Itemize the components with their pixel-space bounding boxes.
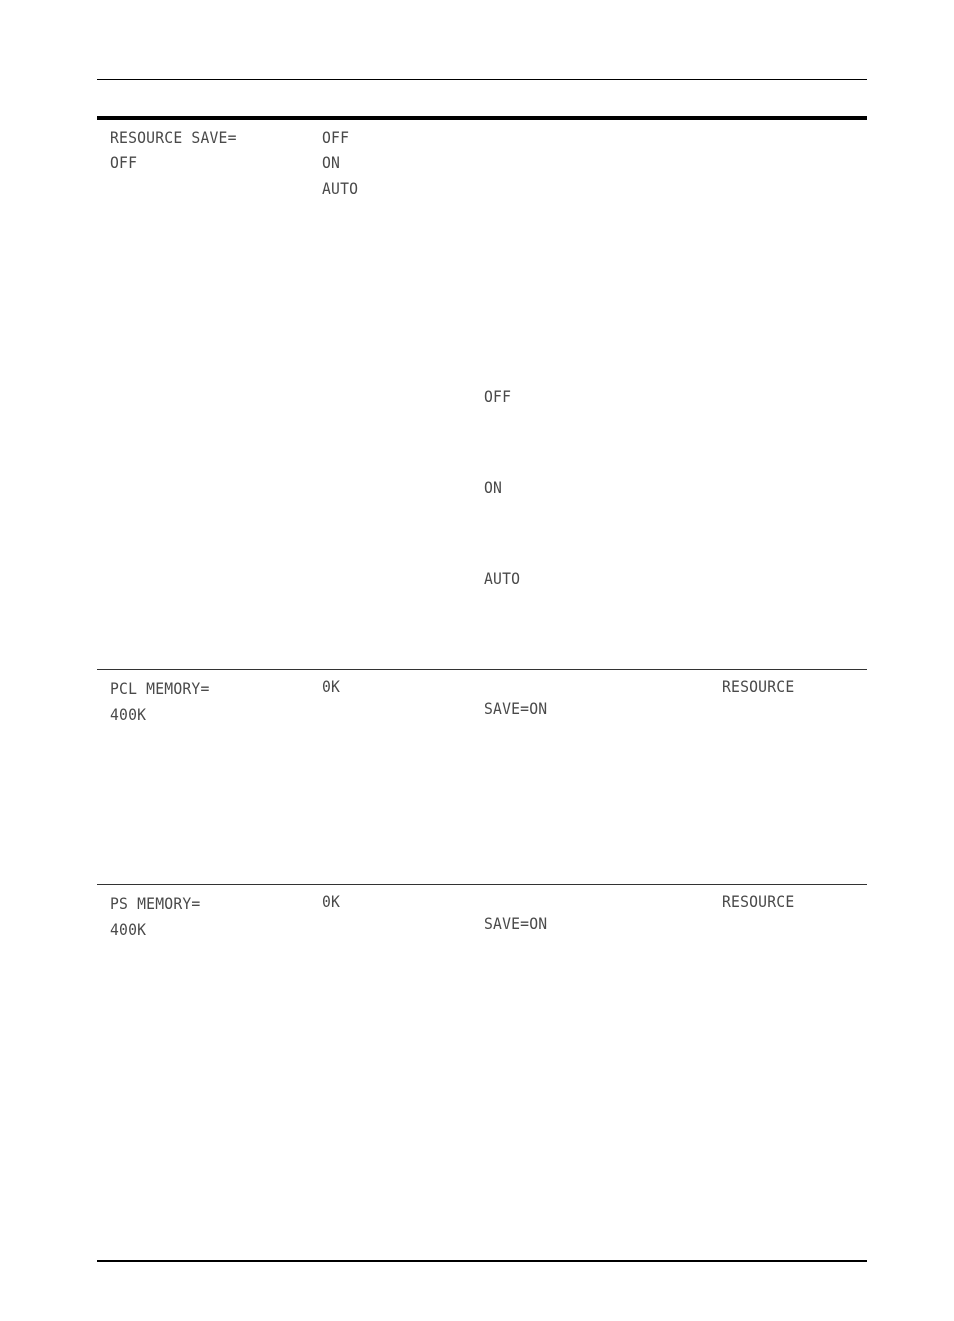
table-header-rule (97, 116, 867, 120)
row-divider (97, 669, 867, 670)
value-option: 0K (322, 892, 341, 911)
value-option: ON (322, 153, 341, 172)
bottom-rule (97, 1260, 867, 1262)
value-option: OFF (322, 128, 350, 147)
description-term: SAVE=ON (484, 914, 548, 933)
description-term: ON (484, 478, 503, 497)
description-term: OFF (484, 387, 512, 406)
description-term: SAVE=ON (484, 699, 548, 718)
value-option: 0K (322, 677, 341, 696)
description-term: AUTO (484, 569, 521, 588)
menu-item-default: OFF (110, 153, 138, 172)
description-note: RESOURCE (722, 892, 795, 911)
menu-item-name: PS MEMORY= (110, 894, 201, 913)
menu-item-default: 400K (110, 920, 147, 939)
top-rule (97, 79, 867, 80)
description-note: RESOURCE (722, 677, 795, 696)
menu-item-name: PCL MEMORY= (110, 679, 210, 698)
menu-item-default: 400K (110, 705, 147, 724)
menu-item-name: RESOURCE SAVE= (110, 128, 237, 147)
value-option: AUTO (322, 179, 359, 198)
row-divider (97, 884, 867, 885)
